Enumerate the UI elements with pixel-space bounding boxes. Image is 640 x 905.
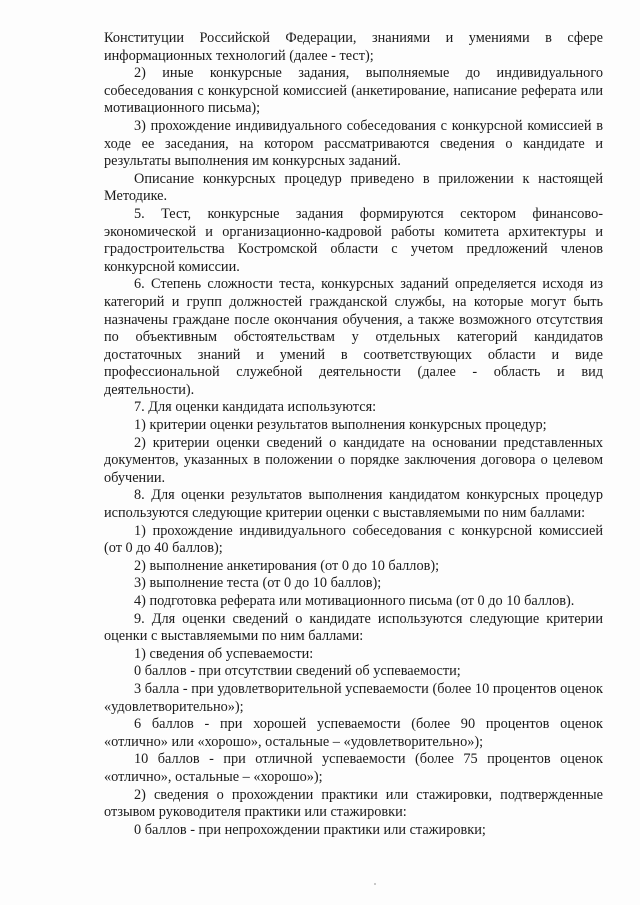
paragraph-7-item-2: 2) критерии оценки сведений о кандидате на основании представленных документов, указанных в положении о порядке заключения договора о целевом обучении. <box>104 434 603 486</box>
score-0-points: 0 баллов - при отсутствии сведений об успеваемости; <box>134 663 461 680</box>
scan-speck <box>374 883 376 885</box>
paragraph-8: 8. Для оценки результатов выполнения кандидатом конкурсных процедур используются следующие критерии оценки с выставляемыми по ним баллами: <box>104 487 603 522</box>
paragraph-7-item-1: 1) критерии оценки результатов выполнения конкурсных процедур; <box>134 417 547 434</box>
practice-score-0-points: 0 баллов - при непрохождении практики или стажировки; <box>134 821 486 838</box>
paragraph-8-item-4: 4) подготовка реферата или мотивационного письма (от 0 до 10 баллов). <box>134 593 575 609</box>
score-3-points: 3 балла - при удовлетворительной успеваемости (более 10 процентов оценок «удовлетворительно»); <box>104 680 603 715</box>
paragraph-item-3: 3) прохождение индивидуального собеседования с конкурсной комиссией в ходе ее заседания, на котором рассматриваются сведения о кандидате и результаты выполнения им конкурсных заданий. <box>104 117 603 170</box>
paragraph-6: 6. Степень сложности теста, конкурсных заданий определяется исходя из категорий и групп должностей гражданской службы, на которые могут быть назначены граждане после окончания обучения, а также возможного отсутствия по объективным обстоятельствам у отдельных категорий кандидатов достаточных знаний и умений в соответствующих области и виде профессиональной служебной деятельности (далее - область и вид деятельности). <box>104 276 603 398</box>
paragraph-9-item-1: 1) сведения об успеваемости: <box>134 645 314 662</box>
paragraph-8-item-1: 1) прохождение индивидуального собеседования с конкурсной комиссией (от 0 до 40 баллов); <box>104 522 603 557</box>
paragraph-5: 5. Тест, конкурсные задания формируются сектором финансово-экономической и организационно-кадровой работы комитета архитектуры и градостроительства Костромской области с учетом предложений членов конкурсной комиссии. <box>104 205 603 275</box>
paragraph-8-item-3: 3) выполнение теста (от 0 до 10 баллов); <box>134 575 382 592</box>
score-6-points: 6 баллов - при хорошей успеваемости (более 90 процентов оценок «отлично» или «хорошо», остальные – «удовлетворительно»); <box>104 716 603 750</box>
paragraph-continuation: Конституции Российской Федерации, знаниями и умениями в сфере информационных технологий (далее - тест); <box>104 30 603 64</box>
paragraph-7: 7. Для оценки кандидата используются: <box>134 399 377 416</box>
document-body <box>104 30 603 839</box>
score-10-points: 10 баллов - при отличной успеваемости (более 75 процентов оценок «отлично», остальные – «хорошо»); <box>104 751 603 785</box>
paragraph-description: Описание конкурсных процедур приведено в приложении к настоящей Методике. <box>104 170 603 205</box>
paragraph-9: 9. Для оценки сведений о кандидате используются следующие критерии оценки с выставляемыми по ним баллами: <box>104 610 603 645</box>
paragraph-item-2: 2) иные конкурсные задания, выполняемые до индивидуального собеседования с конкурсной комиссией (анкетирование, написание реферата или мотивационного письма); <box>104 65 603 117</box>
paragraph-9-item-2: 2) сведения о прохождении практики или стажировки, подтвержденные отзывом руководителя практики или стажировки: <box>104 786 603 821</box>
paragraph-8-item-2: 2) выполнение анкетирования (от 0 до 10 баллов); <box>134 557 440 574</box>
